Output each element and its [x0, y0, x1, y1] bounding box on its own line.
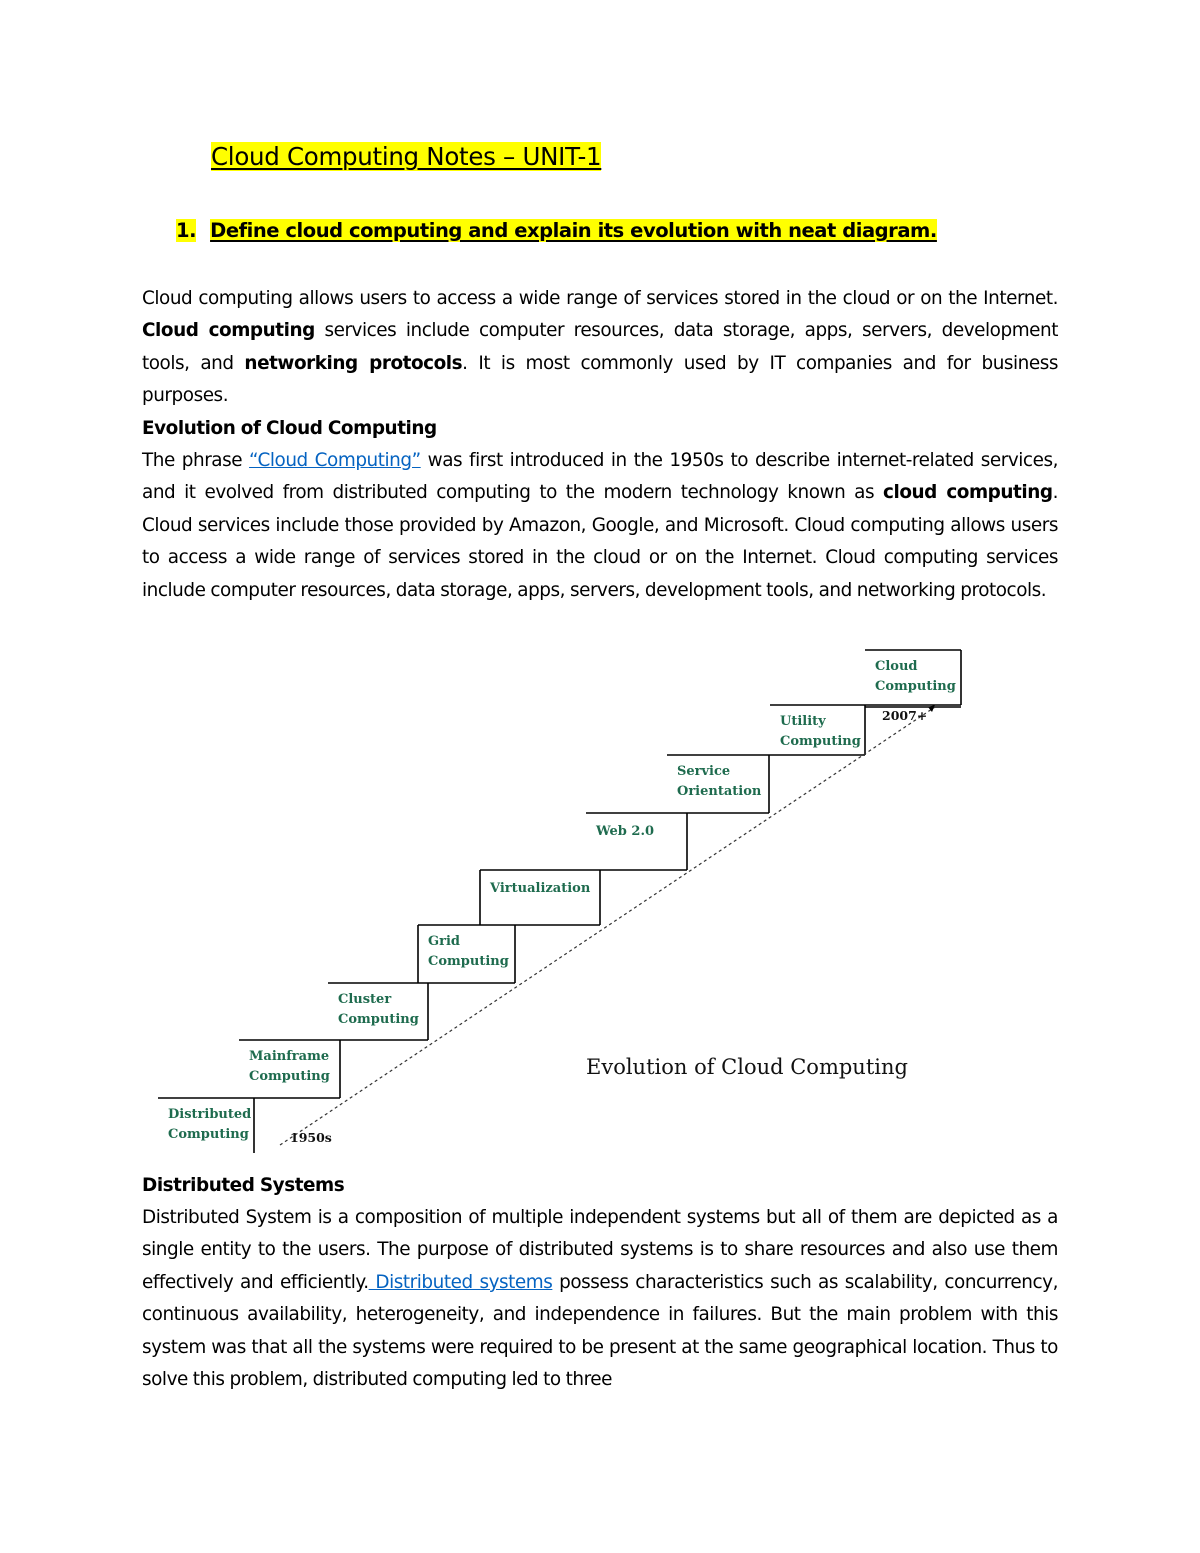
stair-label-8-line2: Computing [875, 679, 956, 694]
document-title: Cloud Computing Notes – UNIT-1 [211, 142, 602, 171]
stair-label-6: Service [677, 764, 731, 779]
question-text: Define cloud computing and explain its evolution with neat diagram. [210, 219, 937, 242]
stair-label-0-line2: Computing [168, 1127, 249, 1142]
stair-label-1-line2: Computing [249, 1069, 330, 1084]
stair-label-7-line2: Computing [780, 734, 861, 749]
stair-label-8: Cloud [875, 659, 918, 674]
evolution-paragraph: The phrase “Cloud Computing” was first introduced in the 1950s to describe internet-related services, and it evolved from distributed computing to the modern technology known as cloud computing. Cloud services include those provided by Amazon, Google, and Microsoft. Cloud computing allows users to access a wide range of services stored in the cloud or on the Internet. Cloud computing services include computer resources, data storage, apps, servers, development tools, and networking protocols. [142, 450, 1058, 601]
stair-label-3-line2: Computing [428, 954, 509, 969]
distributed-heading: Distributed Systems [142, 1175, 345, 1196]
stair-label-7: Utility [780, 714, 826, 729]
question-heading [176, 219, 937, 242]
start-year-label: 1950s [290, 1130, 332, 1145]
cloud-computing-link[interactable]: “Cloud Computing” [249, 450, 421, 471]
intro-paragraph: Cloud computing allows users to access a wide range of services stored in the cloud or on the Internet. Cloud computing services include computer resources, data storage, apps, servers, development tools, and networking protocols. It is most commonly used by IT companies and for business purposes. [142, 288, 1059, 407]
stair-label-2-line2: Computing [338, 1012, 419, 1027]
evolution-heading: Evolution of Cloud Computing [142, 418, 437, 439]
evolution-diagram [150, 645, 970, 1155]
end-year-label: 2007+ [882, 708, 928, 723]
stair-label-3: Grid [428, 934, 460, 949]
stair-label-1: Mainframe [249, 1049, 330, 1064]
distributed-systems-link[interactable]: Distributed systems [368, 1271, 553, 1293]
stair-label-5: Web 2.0 [596, 824, 655, 839]
stair-label-6-line2: Orientation [677, 784, 762, 799]
stair-label-2: Cluster [338, 992, 392, 1007]
diagram-caption: Evolution of Cloud Computing [586, 1055, 908, 1079]
timeline-dashed-line [280, 707, 935, 1145]
question-number: 1. [176, 219, 197, 242]
stair-label-0: Distributed [168, 1107, 252, 1122]
distributed-paragraph: Distributed System is a composition of multiple independent systems but all of them are depicted as a single entity to the users. The purpose of distributed systems is to share resources and also use them effectively and efficiently. Distributed systems possess characteristics such as scalability, concurrency, continuous availability, heterogeneity, and independence in failures. But the main problem with this system was that all the systems were required to be present at the same geographical location. Thus to solve this problem, distributed computing led to three [142, 1207, 1058, 1391]
staircase-figure [150, 645, 970, 1155]
stair-label-4: Virtualization [490, 881, 591, 896]
